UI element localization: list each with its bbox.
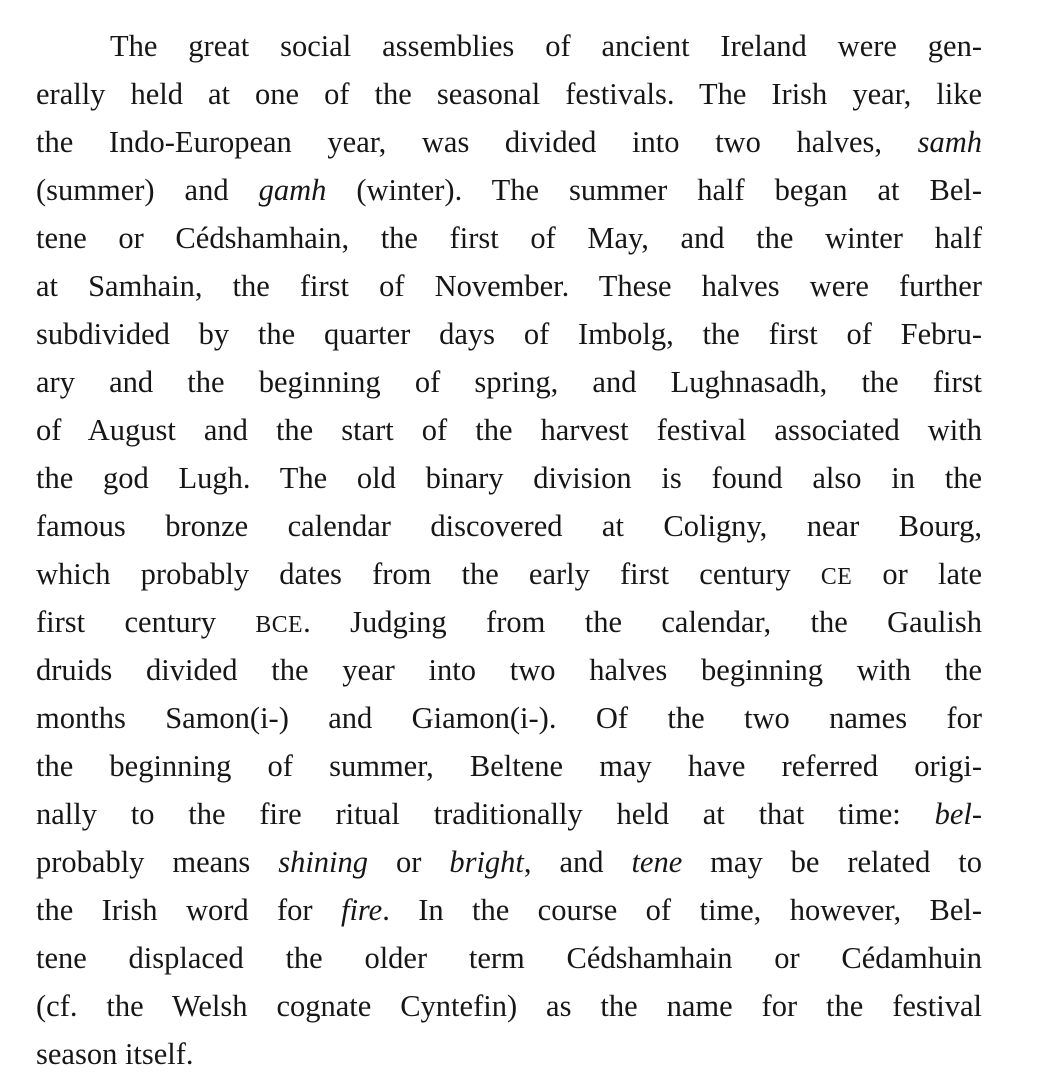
italic-term: fire <box>340 893 383 927</box>
text-run: the Indo-European year, was divided into two halves, <box>36 125 918 159</box>
text-run: or <box>368 845 450 879</box>
text-line <box>36 262 982 310</box>
text-run: ary and the beginning of spring, and Lughnasadh, the first <box>36 365 982 399</box>
text-run: which probably dates from the early first century <box>36 557 821 591</box>
small-caps-era: CE <box>820 564 853 590</box>
text-line <box>36 934 982 982</box>
text-run: erally held at one of the seasonal festivals. The Irish year, like <box>36 77 982 111</box>
text-line <box>36 406 982 454</box>
text-line <box>36 550 982 598</box>
text-line <box>36 886 982 934</box>
text-run: (winter). The summer half began at Bel- <box>326 173 982 207</box>
text-run: , and <box>523 845 632 879</box>
text-run: subdivided by the quarter days of Imbolg, the first of Febru- <box>36 317 982 351</box>
text-run: the beginning of summer, Beltene may have referred origi- <box>36 749 982 783</box>
text-line <box>36 70 982 118</box>
text-line <box>36 838 982 886</box>
text-line <box>36 646 982 694</box>
text-line <box>36 358 982 406</box>
text-line <box>36 694 982 742</box>
text-page <box>36 22 982 1078</box>
text-run: the god Lugh. The old binary division is found also in the <box>36 461 982 495</box>
text-run: nally to the fire ritual traditionally held at that time: <box>36 797 935 831</box>
text-run: first century <box>36 605 256 639</box>
text-run: months Samon(i-) and Giamon(i-). Of the two names for <box>36 701 982 735</box>
text-line <box>36 310 982 358</box>
text-run: of August and the start of the harvest festival associated with <box>36 413 982 447</box>
text-run: famous bronze calendar discovered at Coligny, near Bourg, <box>36 509 982 543</box>
text-line <box>36 1030 982 1078</box>
text-line <box>36 742 982 790</box>
text-run: probably means <box>36 845 279 879</box>
text-run: or late <box>852 557 982 591</box>
italic-term: bel- <box>934 797 982 831</box>
text-line <box>36 598 982 646</box>
body-paragraph <box>36 22 982 1078</box>
italic-term: shining <box>278 845 369 879</box>
text-run: tene or Cédshamhain, the first of May, and the winter half <box>36 221 982 255</box>
text-run: season itself. <box>36 1037 194 1071</box>
italic-term: tene <box>631 845 683 879</box>
text-line <box>36 22 982 70</box>
text-run: . In the course of time, however, Bel- <box>382 893 983 927</box>
text-line <box>36 118 982 166</box>
text-line <box>36 502 982 550</box>
text-line <box>36 790 982 838</box>
text-run: druids divided the year into two halves beginning with the <box>36 653 982 687</box>
text-line <box>36 982 982 1030</box>
small-caps-era: BCE <box>255 612 304 638</box>
text-run: the Irish word for <box>36 893 341 927</box>
text-run: may be related to <box>682 845 982 879</box>
text-run: (cf. the Welsh cognate Cyntefin) as the name for the festival <box>36 989 982 1023</box>
text-run: . Judging from the calendar, the Gaulish <box>303 605 982 639</box>
text-line <box>36 166 982 214</box>
text-run: (summer) and <box>36 173 259 207</box>
text-run: at Samhain, the first of November. These halves were further <box>36 269 982 303</box>
italic-term: gamh <box>258 173 327 207</box>
italic-term: bright <box>449 845 524 879</box>
text-run: The great social assemblies of ancient Ireland were gen- <box>110 29 982 63</box>
text-line <box>36 454 982 502</box>
text-run: tene displaced the older term Cédshamhain or Cédamhuin <box>36 941 982 975</box>
italic-term: samh <box>917 125 982 159</box>
text-line <box>36 214 982 262</box>
